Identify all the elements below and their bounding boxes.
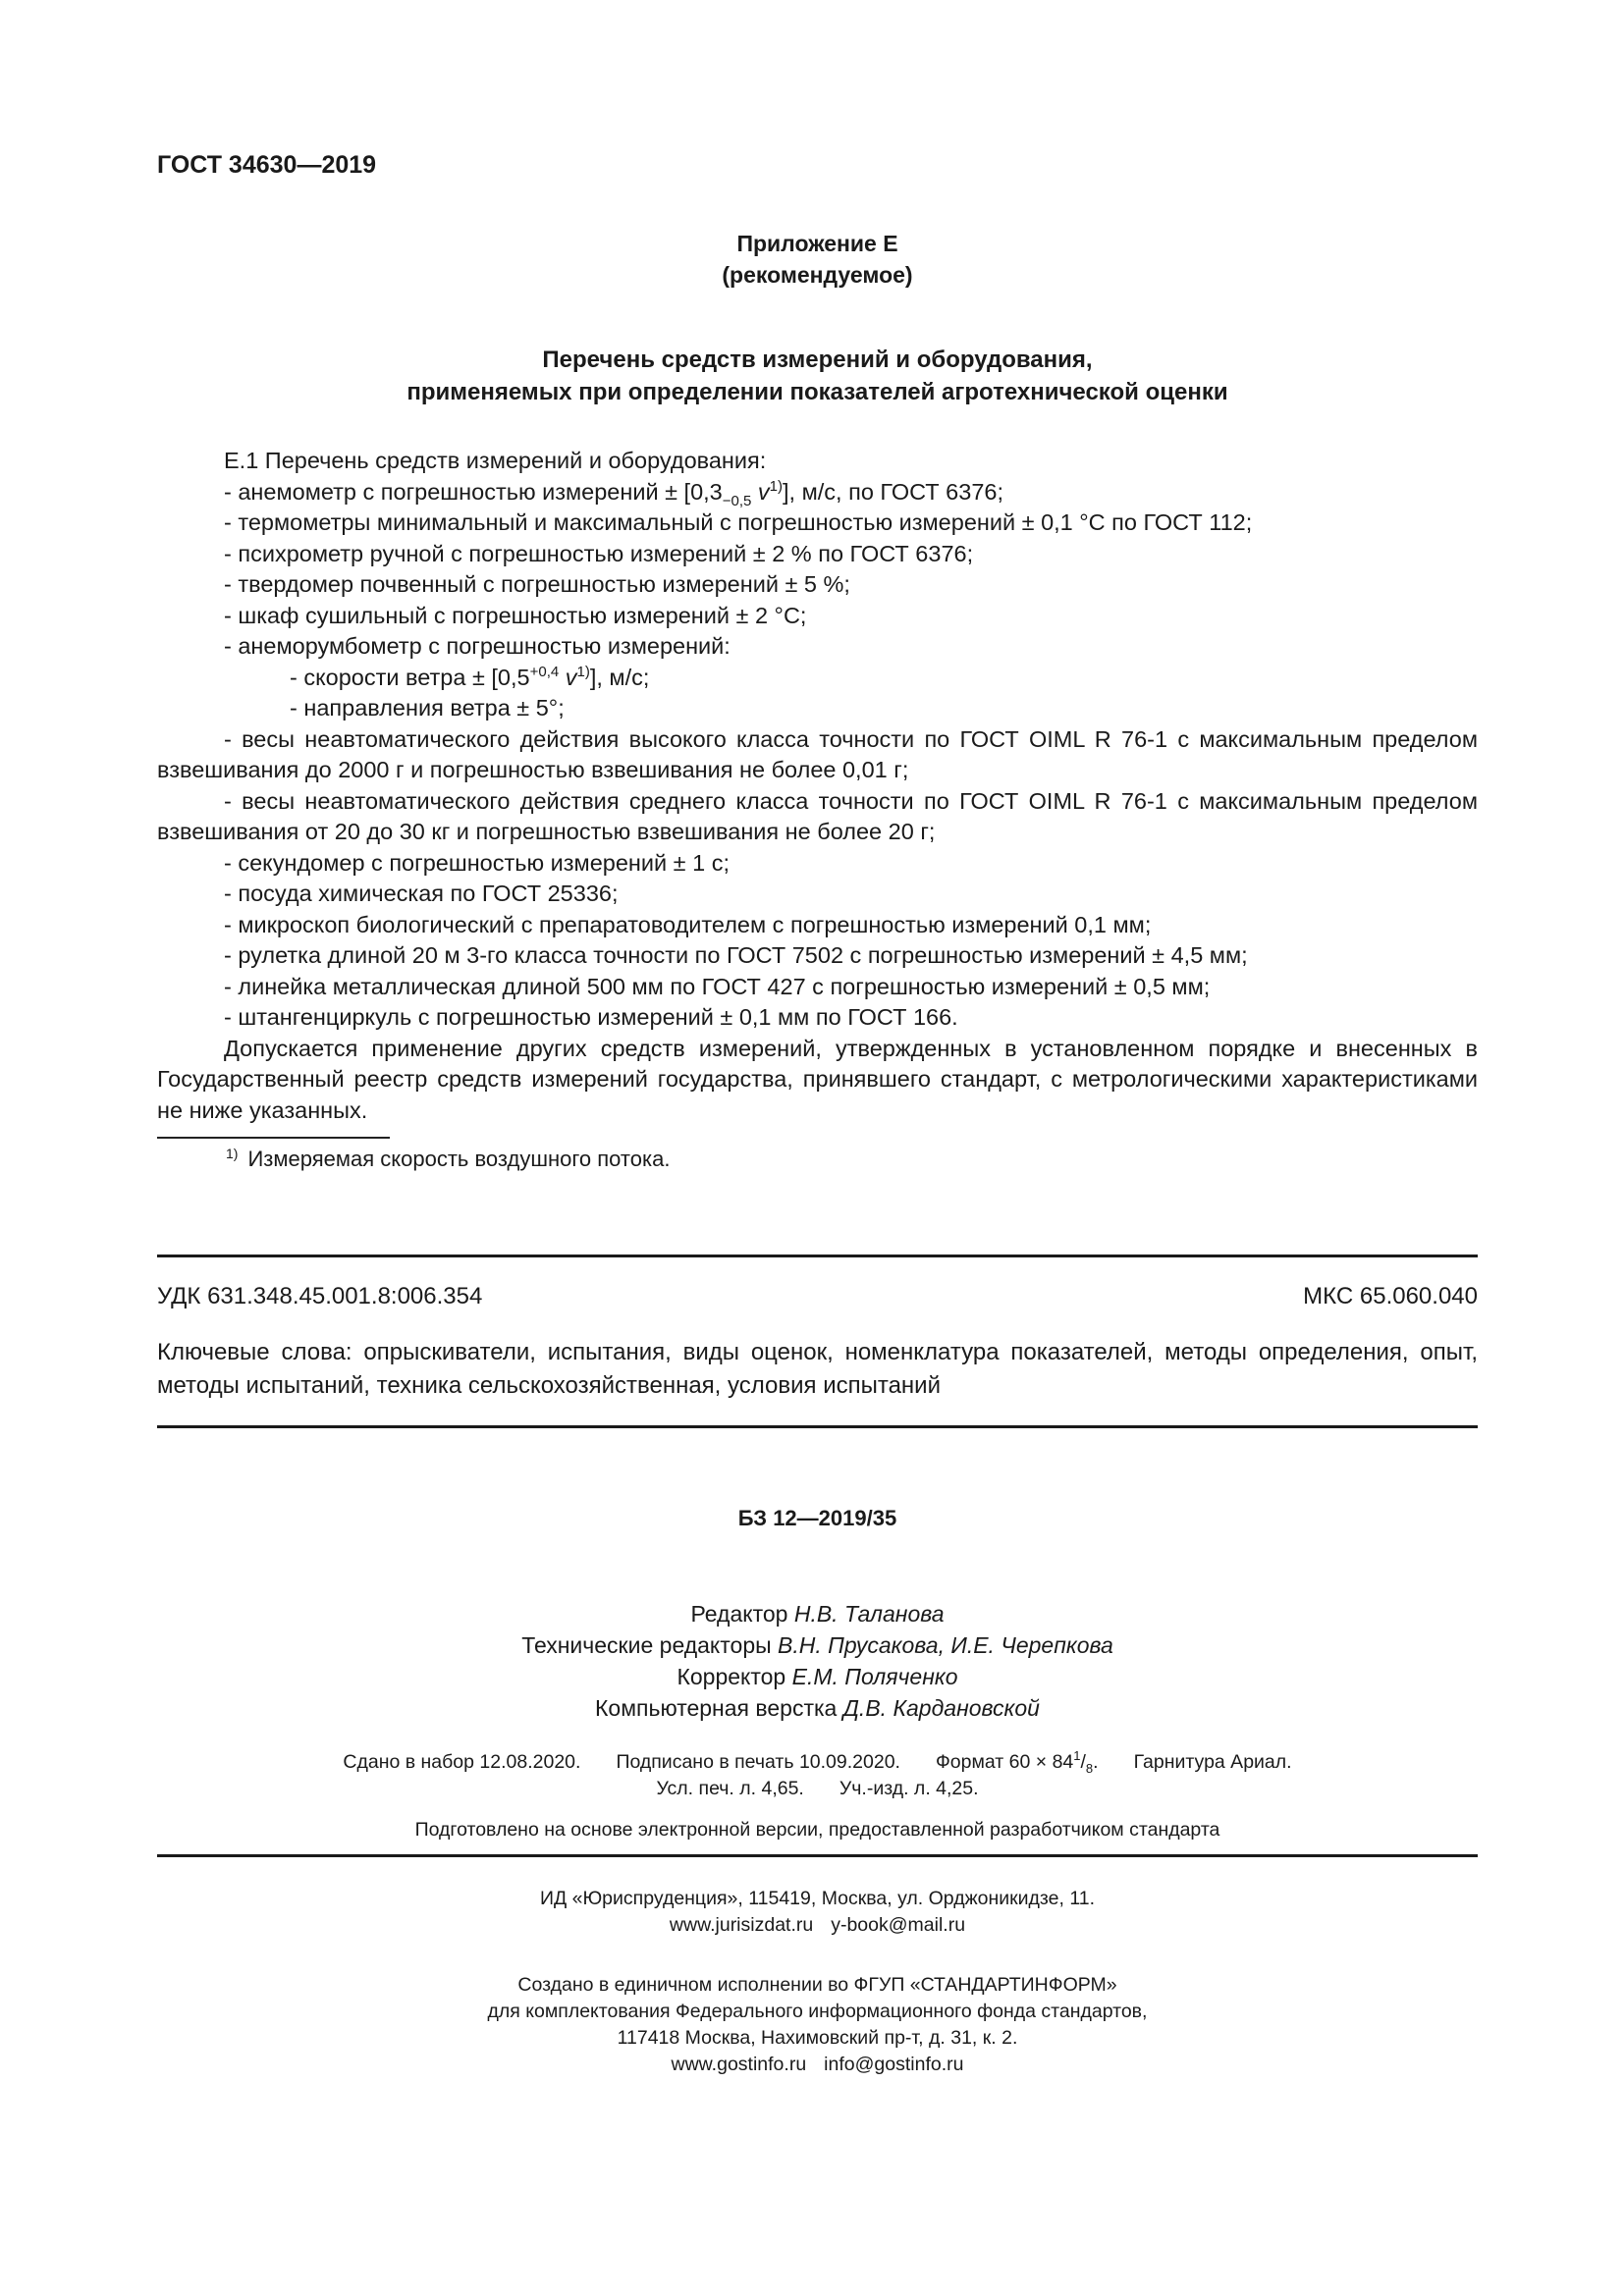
list-item-scales-high: - весы неавтоматического действия высокого класса точности по ГОСТ OIML R 76-1 с максимальным пределом взвешивания до 2000 г и погрешностью взвешивания не более 0,01 г; (157, 725, 1478, 782)
mks-code: МКС 65.060.040 (1303, 1283, 1478, 1309)
created-line-3: 117418 Москва, Нахимовский пр-т, д. 31, к. 2. (617, 2027, 1018, 2049)
bz-number: БЗ 12—2019/35 (737, 1506, 897, 1530)
paper-format: Формат $60 \times 84^1/_8$. (935, 1748, 1099, 1776)
list-item-hardness-meter: - твердомер почвенный с погрешностью измерений ± 5 %; (224, 571, 850, 597)
credit-tech-editors: Технические редакторы В.Н. Прусакова, И.Е. Черепкова (521, 1632, 1113, 1658)
divider-keywords (157, 1425, 1478, 1428)
publisher-contacts (157, 1912, 1478, 1939)
list-subitem-wind-speed: - скорости ветра ± [$0,5^{+0,4}$ $v^{1)}$], м/с; (290, 663, 650, 690)
list-item-microscope: - микроскоп биологический с препаратоводителем с погрешностью измерений 0,1 мм; (224, 911, 1152, 937)
list-item-glassware: - посуда химическая по ГОСТ 25336; (224, 881, 619, 906)
list-intro: Е.1 Перечень средств измерений и оборудования: (224, 448, 767, 473)
typeface: Гарнитура Ариал. (1133, 1751, 1292, 1773)
list-item-anemorumbometer: - анеморумбометр с погрешностью измерений: (224, 633, 731, 659)
list-subitem-wind-direction: - направления ветра ± 5°; (290, 695, 565, 721)
appendix-title: Приложение Е (736, 231, 898, 256)
heading-line-2: применяемых при определении показателей агротехнической оценки (406, 379, 1228, 405)
publisher-site-link[interactable]: www.jurisizdat.ru (669, 1914, 814, 1936)
publisher-imprint (157, 1886, 1478, 1939)
publisher-address: ИД «Юриспруденция», 115419, Москва, ул. Орджоникидзе, 11. (539, 1888, 1095, 1909)
keywords: Ключевые слова: опрыскиватели, испытания, виды оценок, номенклатура показателей, методы определения, опыт, методы испытаний, техника сельскохозяйственная, условия испытаний (157, 1339, 1478, 1399)
footnote-text: Измеряемая скорость воздушного потока. (247, 1147, 671, 1171)
created-line-2: для комплектования Федерального информационного фонда стандартов, (487, 2001, 1148, 2022)
udk-code: УДК 631.348.45.001.8:006.354 (157, 1283, 483, 1309)
footnote-mark: 1) (226, 1146, 239, 1161)
footnote-separator (157, 1137, 390, 1139)
publication-line-1 (157, 1749, 1478, 1776)
printed-sheets: Усл. печ. л. 4,65. (656, 1778, 804, 1799)
divider-top (157, 1255, 1478, 1257)
footnote (226, 1145, 670, 1174)
list-item-scales-medium: - весы неавтоматического действия среднего класса точности по ГОСТ OIML R 76-1 с максимальным пределом взвешивания от 20 до 30 кг и погрешностью взвешивания не более 20 г; (157, 787, 1478, 844)
heading-line-1: Перечень средств измерений и оборудования, (542, 347, 1093, 373)
list-item-psychrometer: - психрометр ручной с погрешностью измерений ± 2 % по ГОСТ 6376; (224, 540, 974, 566)
allowance-paragraph: Допускается применение других средств измерений, утвержденных в установленном порядке и внесенных в Государственный реестр средств измерений государства, принявшего стандарт, с метрологическими характеристиками не ниже указанных. (157, 1035, 1478, 1123)
appendix-heading (157, 344, 1478, 408)
list-item-thermometers: - термометры минимальный и максимальный с погрешностью измерений ± 0,1 °С по ГОСТ 112; (224, 509, 1253, 535)
submitted-date: Сдано в набор 12.08.2020. (343, 1751, 581, 1773)
publisher-email-link[interactable]: y-book@mail.ru (831, 1914, 966, 1936)
appendix-title-block (157, 228, 1478, 291)
publisher-sheets: Уч.-изд. л. 4,25. (839, 1778, 979, 1799)
footnote-ref: 1) (769, 477, 784, 495)
list-item-ruler: - линейка металлическая длиной 500 мм по ГОСТ 427 с погрешностью измерений ± 0,5 мм; (224, 973, 1211, 999)
equipment-list (157, 446, 1478, 1126)
created-contacts (157, 2052, 1478, 2078)
credits (157, 1598, 1478, 1724)
gostinfo-email-link[interactable]: info@gostinfo.ru (824, 2054, 964, 2075)
list-item-caliper: - штангенциркуль с погрешностью измерений ± 0,1 мм по ГОСТ 166. (224, 1004, 958, 1030)
list-item-tape-measure: - рулетка длиной 20 м 3-го класса точности по ГОСТ 7502 с погрешностью измерений ± 4,5 мм; (224, 942, 1248, 968)
publication-line-2 (157, 1776, 1478, 1802)
prepared-note: Подготовлено на основе электронной версии, предоставленной разработчиком стандарта (414, 1819, 1220, 1841)
created-info (157, 1972, 1478, 2078)
footnote-ref: 1) (576, 663, 590, 680)
credit-corrector: Корректор Е.М. Поляченко (677, 1664, 958, 1689)
list-item-stopwatch: - секундомер с погрешностью измерений ± 1 с; (224, 849, 730, 876)
divider-publisher (157, 1854, 1478, 1857)
credit-editor: Редактор Н.В. Таланова (690, 1601, 945, 1627)
gostinfo-site-link[interactable]: www.gostinfo.ru (671, 2054, 807, 2075)
created-line-1: Создано в единичном исполнении во ФГУП «СТАНДАРТИНФОРМ» (517, 1974, 1117, 1996)
list-item-anemometer: - анемометр с погрешностью измерений ± [$0,3_{-0,5}$ $v^{1)}$], м/с, по ГОСТ 6376; (224, 477, 1003, 509)
appendix-subtitle: (рекомендуемое) (722, 262, 913, 288)
document-code: ГОСТ 34630—2019 (157, 151, 377, 179)
credit-layout: Компьютерная верстка Д.В. Кардановской (595, 1695, 1040, 1721)
signed-date: Подписано в печать 10.09.2020. (616, 1751, 900, 1773)
list-item-drying-cabinet: - шкаф сушильный с погрешностью измерений ± 2 °С; (224, 602, 807, 628)
publication-info (157, 1749, 1478, 1802)
